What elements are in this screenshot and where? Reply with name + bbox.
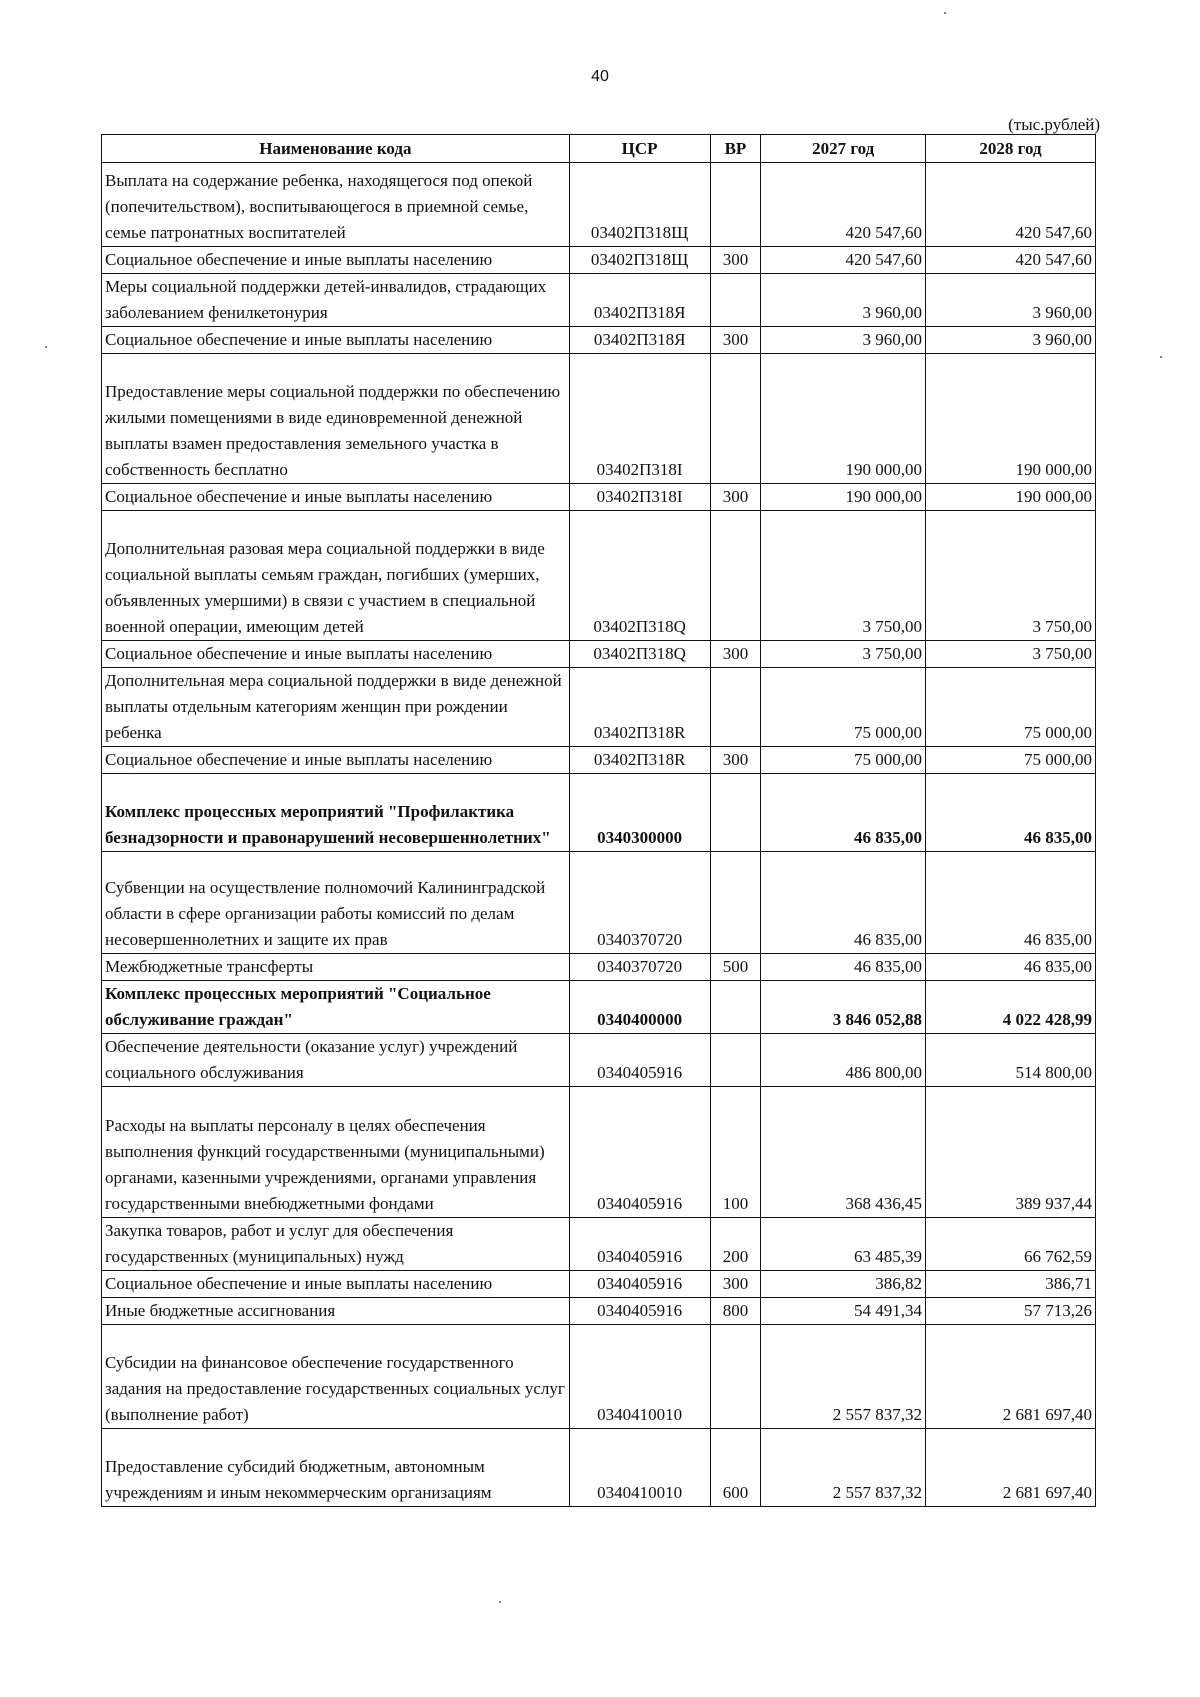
cell-2027: 46 835,00 — [761, 852, 926, 954]
cell-2027: 75 000,00 — [761, 747, 926, 774]
cell-vr: 300 — [710, 1271, 761, 1298]
table-row — [102, 247, 1096, 274]
cell-name: Социальное обеспечение и иные выплаты населению — [102, 641, 570, 668]
cell-2028: 190 000,00 — [925, 354, 1095, 484]
cell-vr: 300 — [710, 747, 761, 774]
table-header-row — [102, 135, 1096, 163]
cell-vr: 300 — [710, 641, 761, 668]
cell-2028: 57 713,26 — [925, 1298, 1095, 1325]
cell-vr — [710, 668, 761, 747]
cell-2027: 63 485,39 — [761, 1218, 926, 1271]
cell-2028: 3 750,00 — [925, 511, 1095, 641]
cell-name: Субвенции на осуществление полномочий Калининградской области в сфере организации работы комиссий по делам несовершеннолетних и защите их прав — [102, 852, 570, 954]
cell-2027: 46 835,00 — [761, 774, 926, 852]
cell-2028: 3 750,00 — [925, 641, 1095, 668]
cell-2027: 368 436,45 — [761, 1087, 926, 1218]
cell-2027: 3 960,00 — [761, 327, 926, 354]
table-row — [102, 1218, 1096, 1271]
header-name: Наименование кода — [102, 135, 570, 163]
cell-csr: 0340405916 — [569, 1087, 710, 1218]
table-row — [102, 954, 1096, 981]
cell-csr: 03402П318Щ — [569, 163, 710, 247]
header-2027: 2027 год — [761, 135, 926, 163]
table-row — [102, 511, 1096, 641]
cell-2028: 2 681 697,40 — [925, 1325, 1095, 1429]
cell-name: Социальное обеспечение и иные выплаты населению — [102, 327, 570, 354]
cell-vr: 600 — [710, 1429, 761, 1507]
scan-speck — [499, 1601, 501, 1603]
cell-vr — [710, 981, 761, 1034]
cell-2027: 3 960,00 — [761, 274, 926, 327]
cell-name: Меры социальной поддержки детей-инвалидов, страдающих заболеванием фенилкетонурия — [102, 274, 570, 327]
header-csr: ЦСР — [569, 135, 710, 163]
cell-name: Социальное обеспечение и иные выплаты населению — [102, 1271, 570, 1298]
cell-2028: 75 000,00 — [925, 747, 1095, 774]
table-row — [102, 747, 1096, 774]
table-body — [102, 163, 1096, 1507]
cell-vr — [710, 163, 761, 247]
cell-csr: 03402П318Q — [569, 511, 710, 641]
cell-csr: 0340370720 — [569, 852, 710, 954]
cell-2028: 420 547,60 — [925, 163, 1095, 247]
cell-2027: 420 547,60 — [761, 163, 926, 247]
cell-vr — [710, 274, 761, 327]
cell-2028: 75 000,00 — [925, 668, 1095, 747]
cell-2028: 46 835,00 — [925, 774, 1095, 852]
cell-vr — [710, 774, 761, 852]
cell-vr: 800 — [710, 1298, 761, 1325]
cell-csr: 03402П318I — [569, 354, 710, 484]
cell-name: Комплекс процессных мероприятий "Социальное обслуживание граждан" — [102, 981, 570, 1034]
cell-name: Закупка товаров, работ и услуг для обеспечения государственных (муниципальных) нужд — [102, 1218, 570, 1271]
cell-2028: 2 681 697,40 — [925, 1429, 1095, 1507]
cell-2028: 420 547,60 — [925, 247, 1095, 274]
table-row — [102, 354, 1096, 484]
page-number: 40 — [591, 68, 609, 85]
header-2028: 2028 год — [925, 135, 1095, 163]
cell-2027: 54 491,34 — [761, 1298, 926, 1325]
cell-vr — [710, 1325, 761, 1429]
cell-vr — [710, 511, 761, 641]
table-row — [102, 1325, 1096, 1429]
scan-speck — [45, 346, 47, 348]
units-label: (тыс.рублей) — [1008, 115, 1100, 134]
table-row — [102, 981, 1096, 1034]
table-row — [102, 668, 1096, 747]
table-row — [102, 1298, 1096, 1325]
table-row — [102, 1429, 1096, 1507]
cell-name: Предоставление субсидий бюджетным, автономным учреждениям и иным некоммерческим организациям — [102, 1429, 570, 1507]
cell-vr: 300 — [710, 484, 761, 511]
cell-name: Иные бюджетные ассигнования — [102, 1298, 570, 1325]
cell-2027: 46 835,00 — [761, 954, 926, 981]
cell-2027: 3 846 052,88 — [761, 981, 926, 1034]
cell-name: Обеспечение деятельности (оказание услуг) учреждений социального обслуживания — [102, 1034, 570, 1087]
table-row — [102, 641, 1096, 668]
cell-vr — [710, 852, 761, 954]
cell-vr: 500 — [710, 954, 761, 981]
cell-csr: 03402П318Я — [569, 274, 710, 327]
cell-name: Дополнительная мера социальной поддержки в виде денежной выплаты отдельным категориям женщин при рождении ребенка — [102, 668, 570, 747]
cell-csr: 0340405916 — [569, 1298, 710, 1325]
cell-name: Субсидии на финансовое обеспечение государственного задания на предоставление государственных социальных услуг (выполнение работ) — [102, 1325, 570, 1429]
cell-vr — [710, 1034, 761, 1087]
cell-2028: 4 022 428,99 — [925, 981, 1095, 1034]
cell-name: Межбюджетные трансферты — [102, 954, 570, 981]
cell-2028: 389 937,44 — [925, 1087, 1095, 1218]
cell-name: Дополнительная разовая мера социальной поддержки в виде социальной выплаты семьям граждан, погибших (умерших, объявленных умершими) в связи с участием в специальной военной операции, имеющим детей — [102, 511, 570, 641]
cell-2027: 190 000,00 — [761, 484, 926, 511]
cell-2028: 3 960,00 — [925, 327, 1095, 354]
cell-csr: 0340300000 — [569, 774, 710, 852]
cell-name: Социальное обеспечение и иные выплаты населению — [102, 247, 570, 274]
cell-2027: 386,82 — [761, 1271, 926, 1298]
cell-2027: 75 000,00 — [761, 668, 926, 747]
cell-2028: 514 800,00 — [925, 1034, 1095, 1087]
cell-2027: 190 000,00 — [761, 354, 926, 484]
cell-2027: 3 750,00 — [761, 511, 926, 641]
cell-name: Социальное обеспечение и иные выплаты населению — [102, 484, 570, 511]
cell-name: Выплата на содержание ребенка, находящегося под опекой (попечительством), воспитывающегося в приемной семье, семье патронатных воспитателей — [102, 163, 570, 247]
cell-name: Расходы на выплаты персоналу в целях обеспечения выполнения функций государственными (муниципальными) органами, казенными учреждениями, органами управления государственными внебюджетными фондами — [102, 1087, 570, 1218]
cell-vr: 100 — [710, 1087, 761, 1218]
table-row — [102, 163, 1096, 247]
cell-csr: 03402П318R — [569, 668, 710, 747]
cell-name: Социальное обеспечение и иные выплаты населению — [102, 747, 570, 774]
cell-2027: 420 547,60 — [761, 247, 926, 274]
cell-name: Предоставление меры социальной поддержки по обеспечению жилыми помещениями в виде единовременной денежной выплаты взамен предоставления земельного участка в собственность бесплатно — [102, 354, 570, 484]
cell-2027: 2 557 837,32 — [761, 1325, 926, 1429]
cell-csr: 0340400000 — [569, 981, 710, 1034]
cell-name: Комплекс процессных мероприятий "Профилактика безнадзорности и правонарушений несовершеннолетних" — [102, 774, 570, 852]
cell-csr: 0340405916 — [569, 1034, 710, 1087]
table-row — [102, 1034, 1096, 1087]
cell-csr: 0340370720 — [569, 954, 710, 981]
cell-vr — [710, 354, 761, 484]
cell-2028: 386,71 — [925, 1271, 1095, 1298]
budget-table — [101, 134, 1096, 1507]
table-row — [102, 1087, 1096, 1218]
header-vr: ВР — [710, 135, 761, 163]
table-row — [102, 274, 1096, 327]
cell-csr: 03402П318R — [569, 747, 710, 774]
cell-csr: 0340405916 — [569, 1271, 710, 1298]
cell-csr: 03402П318I — [569, 484, 710, 511]
cell-2027: 2 557 837,32 — [761, 1429, 926, 1507]
cell-csr: 0340410010 — [569, 1325, 710, 1429]
cell-csr: 03402П318Щ — [569, 247, 710, 274]
cell-2028: 46 835,00 — [925, 852, 1095, 954]
cell-csr: 03402П318Q — [569, 641, 710, 668]
cell-2028: 190 000,00 — [925, 484, 1095, 511]
cell-vr: 300 — [710, 247, 761, 274]
cell-2027: 3 750,00 — [761, 641, 926, 668]
table-row — [102, 484, 1096, 511]
table-row — [102, 327, 1096, 354]
scan-speck — [944, 12, 946, 14]
cell-csr: 03402П318Я — [569, 327, 710, 354]
table-row — [102, 774, 1096, 852]
cell-csr: 0340410010 — [569, 1429, 710, 1507]
table-row — [102, 852, 1096, 954]
cell-csr: 0340405916 — [569, 1218, 710, 1271]
cell-2028: 46 835,00 — [925, 954, 1095, 981]
cell-2028: 3 960,00 — [925, 274, 1095, 327]
cell-2028: 66 762,59 — [925, 1218, 1095, 1271]
table-row — [102, 1271, 1096, 1298]
scan-speck — [1160, 356, 1162, 358]
cell-vr: 300 — [710, 327, 761, 354]
cell-2027: 486 800,00 — [761, 1034, 926, 1087]
cell-vr: 200 — [710, 1218, 761, 1271]
